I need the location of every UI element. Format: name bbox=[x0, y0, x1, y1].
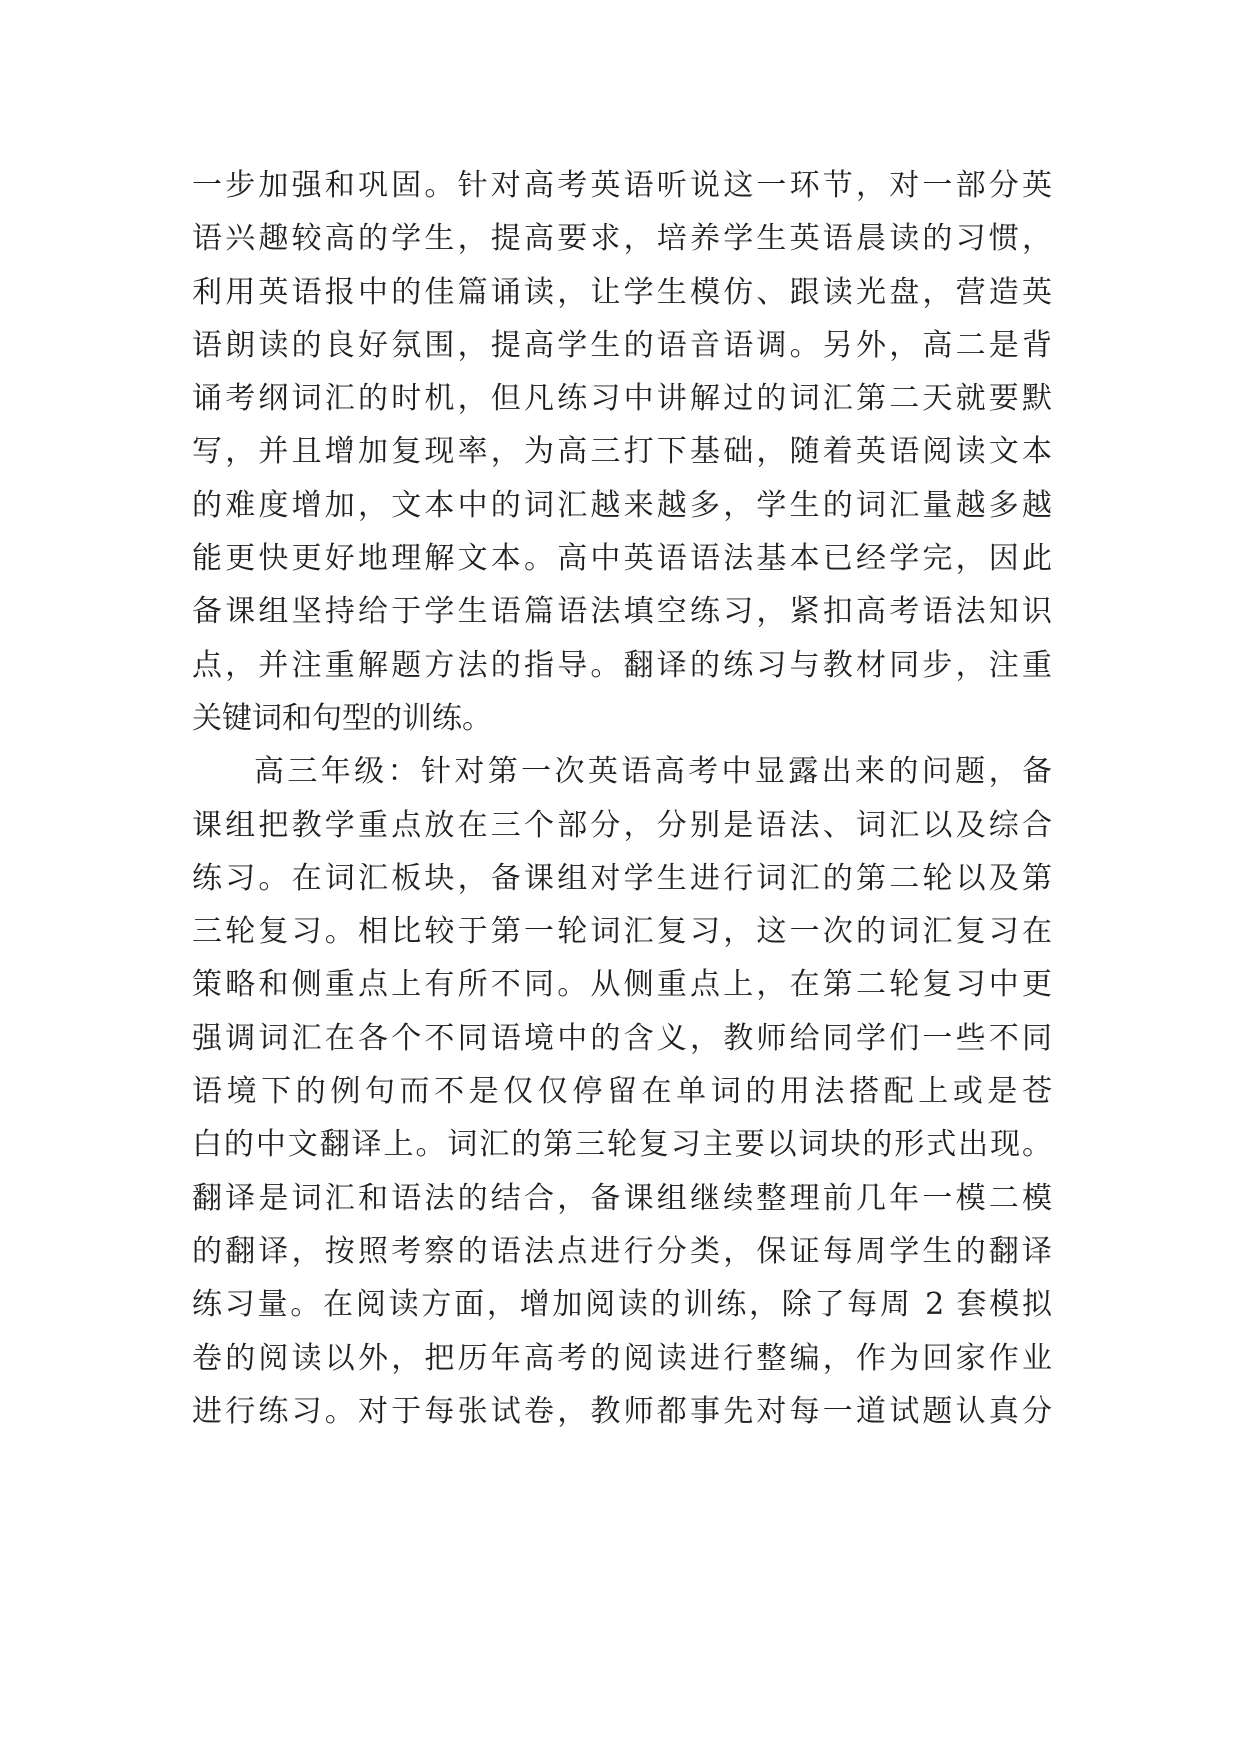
text-line: 进行练习。对于每张试卷，教师都事先对每一道试题认真分 bbox=[192, 1393, 1052, 1429]
text-line: 练习。在词汇板块，备课组对学生进行词汇的第二轮以及第 bbox=[192, 860, 1052, 896]
text-line: 利用英语报中的佳篇诵读，让学生模仿、跟读光盘，营造英 bbox=[192, 274, 1052, 310]
text-line: 的难度增加，文本中的词汇越来越多，学生的词汇量越多越 bbox=[192, 487, 1052, 523]
text-line: 高三年级：针对第一次英语高考中显露出来的问题，备 bbox=[254, 754, 1052, 790]
text-line: 语朗读的良好氛围，提高学生的语音语调。另外，高二是背 bbox=[192, 327, 1052, 363]
text-line: 白的中文翻译上。词汇的第三轮复习主要以词块的形式出现。 bbox=[192, 1127, 1052, 1163]
text-line: 一步加强和巩固。针对高考英语听说这一环节，对一部分英 bbox=[192, 168, 1052, 203]
text-line: 翻译是词汇和语法的结合，备课组继续整理前几年一模二模 bbox=[192, 1180, 1052, 1216]
text-line: 诵考纲词汇的时机，但凡练习中讲解过的词汇第二天就要默 bbox=[192, 381, 1052, 417]
text-line: 课组把教学重点放在三个部分，分别是语法、词汇以及综合 bbox=[192, 807, 1052, 843]
text-line: 语境下的例句而不是仅仅停留在单词的用法搭配上或是苍 bbox=[192, 1074, 1052, 1110]
text-line: 三轮复习。相比较于第一轮词汇复习，这一次的词汇复习在 bbox=[192, 914, 1052, 950]
text-line: 卷的阅读以外，把历年高考的阅读进行整编，作为回家作业 bbox=[192, 1340, 1052, 1376]
text-line: 备课组坚持给于学生语篇语法填空练习，紧扣高考语法知识 bbox=[192, 594, 1052, 630]
text-line: 语兴趣较高的学生，提高要求，培养学生英语晨读的习惯， bbox=[192, 221, 1052, 257]
text-line: 能更快更好地理解文本。高中英语语法基本已经学完，因此 bbox=[192, 541, 1052, 577]
text-line: 强调词汇在各个不同语境中的含义，教师给同学们一些不同 bbox=[192, 1020, 1052, 1056]
body-text bbox=[192, 159, 1052, 1438]
text-line: 练习量。在阅读方面，增加阅读的训练，除了每周 2 套模拟 bbox=[192, 1287, 1052, 1323]
text-line: 点，并注重解题方法的指导。翻译的练习与教材同步，注重 bbox=[192, 647, 1052, 683]
text-line: 关键词和句型的训练。 bbox=[192, 700, 492, 736]
text-line: 写，并且增加复现率，为高三打下基础，随着英语阅读文本 bbox=[192, 434, 1052, 470]
text-line: 的翻译，按照考察的语法点进行分类，保证每周学生的翻译 bbox=[192, 1233, 1052, 1269]
text-line: 策略和侧重点上有所不同。从侧重点上，在第二轮复习中更 bbox=[192, 967, 1052, 1003]
